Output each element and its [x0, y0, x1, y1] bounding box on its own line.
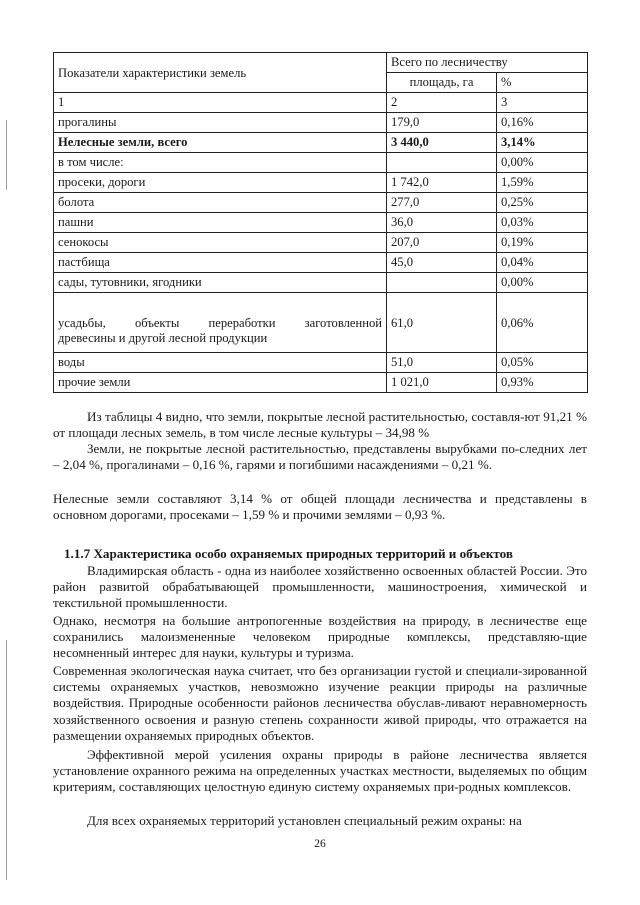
- numbering-cell: 1: [54, 93, 387, 113]
- header-area: площадь, га: [387, 73, 497, 93]
- table-row: [54, 153, 588, 173]
- row-percent: 0,16%: [497, 113, 588, 133]
- row-label: сады, тутовники, ягодники: [54, 273, 387, 293]
- land-characteristics-table: [53, 52, 588, 393]
- row-label-line: древесины и другой лесной продукции: [58, 331, 268, 345]
- header-percent: %: [497, 73, 588, 93]
- row-label: прогалины: [54, 113, 387, 133]
- row-percent: 0,00%: [497, 153, 588, 173]
- row-area: [387, 273, 497, 293]
- row-area: 61,0: [387, 293, 497, 353]
- row-percent: 3,14%: [497, 133, 588, 153]
- table-row: [54, 373, 588, 393]
- table-row-total: [54, 133, 588, 153]
- numbering-row: [54, 93, 588, 113]
- table-row: [54, 273, 588, 293]
- table-row: [54, 173, 588, 193]
- paragraph-protection-regime: Для всех охраняемых территорий установлен специальный режим охраны: на: [87, 813, 522, 828]
- row-label: в том числе:: [54, 153, 387, 173]
- row-percent: 0,93%: [497, 373, 588, 393]
- row-percent: 0,03%: [497, 213, 588, 233]
- page-number: 26: [314, 838, 326, 850]
- table-row-tall: [54, 293, 588, 353]
- row-label: воды: [54, 353, 387, 373]
- row-area: 45,0: [387, 253, 497, 273]
- scan-edge-line: [6, 120, 7, 190]
- table-row: [54, 233, 588, 253]
- row-label: пастбища: [54, 253, 387, 273]
- row-area: 179,0: [387, 113, 497, 133]
- numbering-cell: 3: [497, 93, 588, 113]
- row-area: [387, 153, 497, 173]
- table-row: [54, 253, 588, 273]
- row-percent: 0,00%: [497, 273, 588, 293]
- paragraph-non-covered-land: Земли, не покрытые лесной растительностью, представлены вырубками по-следних лет – 2,04 %, прогалинами – 0,16 %, гарями и погибшими насаждениями – 0,21 %.: [53, 441, 587, 473]
- row-percent: 0,19%: [497, 233, 588, 253]
- row-area: 3 440,0: [387, 133, 497, 153]
- paragraph-non-forest-land: Нелесные земли составляют 3,14 % от общей площади лесничества и представлены в основном дорогами, просеками – 1,59 % и прочими землями – 0,93 %.: [53, 491, 587, 523]
- row-area: 51,0: [387, 353, 497, 373]
- section-heading: 1.1.7 Характеристика особо охраняемых природных территорий и объектов: [64, 546, 513, 561]
- paragraph-protection-measures: Эффективной мерой усиления охраны природы в районе лесничества является установление охранного режима на определенных участках местности, выделяемых по общим критериям, составляющих целостную единую систему охраняемых при-родных комплексов.: [53, 747, 587, 795]
- row-label-multiline: [54, 293, 387, 353]
- row-label: прочие земли: [54, 373, 387, 393]
- row-percent: 0,05%: [497, 353, 588, 373]
- row-percent: 1,59%: [497, 173, 588, 193]
- paragraph-anthropogenic-impact: Однако, несмотря на большие антропогенные воздействия на природу, в лесничестве еще сохранились малоизмененные человеком природные комплексы, представляю-щие несомненный интерес для науки, культуры и туризма.: [53, 613, 587, 661]
- table-row: [54, 113, 588, 133]
- row-label: сенокосы: [54, 233, 387, 253]
- row-label: пашни: [54, 213, 387, 233]
- header-indicators: Показатели характеристики земель: [54, 53, 387, 93]
- header-forestry-total: Всего по лесничеству: [387, 53, 588, 73]
- row-label: болота: [54, 193, 387, 213]
- row-label: Нелесные земли, всего: [54, 133, 387, 153]
- paragraph-forest-cover: Из таблицы 4 видно, что земли, покрытые лесной растительностью, составля-ют 91,21 % от площади лесных земель, в том числе лесные культуры – 34,98 %: [53, 409, 587, 441]
- table-row: [54, 213, 588, 233]
- table-row: [54, 193, 588, 213]
- paragraph-vladimir-region: Владимирская область - одна из наиболее хозяйственно освоенных областей России. Это район развитой обрабатывающей промышленности, машиностроения, химической и текстильной промышленности.: [53, 563, 587, 611]
- row-percent: 0,25%: [497, 193, 588, 213]
- row-area: 36,0: [387, 213, 497, 233]
- numbering-cell: 2: [387, 93, 497, 113]
- paragraph-ecological-science: Современная экологическая наука считает, что без организации густой и специали-зированной системы охраняемых участков, невозможно изучение реакции природы на различные воздействия. Природные особенности районов лесничества обуслав-ливают неравномерность хозяйственного освоения и разную степень сохранности живой природы, что отражается на размещении охраняемых природных объектов.: [53, 663, 587, 743]
- row-area: 1 742,0: [387, 173, 497, 193]
- row-label-line: усадьбы, объекты переработки заготовленной: [58, 316, 382, 330]
- row-area: 277,0: [387, 193, 497, 213]
- table-row: [54, 353, 588, 373]
- row-area: 1 021,0: [387, 373, 497, 393]
- row-area: 207,0: [387, 233, 497, 253]
- row-percent: 0,04%: [497, 253, 588, 273]
- row-percent: 0,06%: [497, 293, 588, 353]
- row-label: просеки, дороги: [54, 173, 387, 193]
